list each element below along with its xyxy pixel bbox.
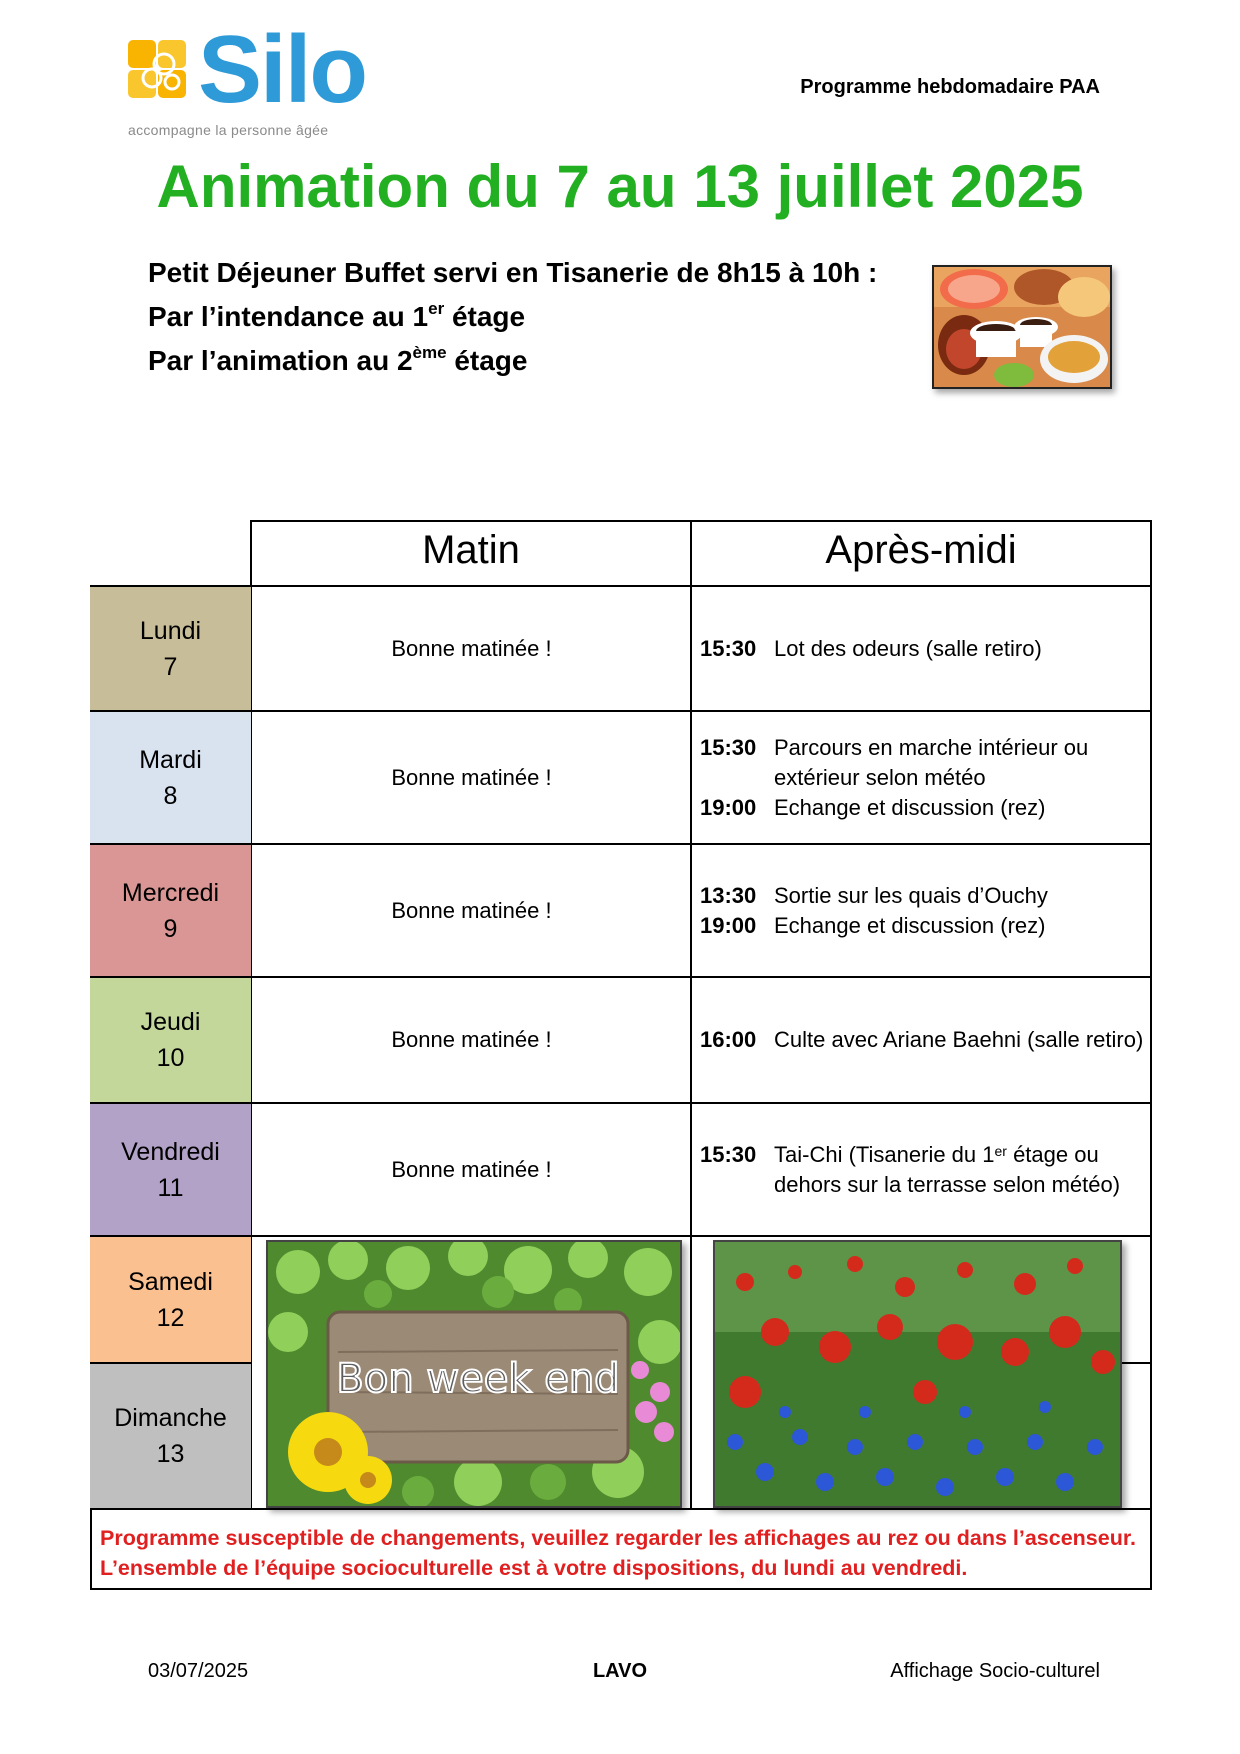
weekend-greeting-image xyxy=(266,1240,682,1508)
silo-logo xyxy=(128,16,378,141)
event-item: 15:30 Parcours en marche intérieur ou extérieur selon météo xyxy=(700,734,1089,790)
column-header-afternoon: Après-midi xyxy=(825,528,1017,572)
afternoon-cell-jeudi xyxy=(700,978,1150,1102)
program-label: Programme hebdomadaire PAA xyxy=(800,76,1100,98)
breakfast-intro-line: Petit Déjeuner Buffet servi en Tisanerie de 8h15 à 10h : xyxy=(148,257,878,288)
leaves-and-sunflower-icon xyxy=(268,1242,680,1506)
day-cell-mercredi: Mercredi 9 xyxy=(90,845,251,976)
schedule-change-note: Programme susceptible de changements, veuillez regarder les affichages au rez ou dans l’ascenseur. L’ensemble de l’équipe socioculturelle est à votre dispositions, du lundi au vendredi. xyxy=(100,1526,1136,1580)
logo-tagline: accompagne la personne âgée xyxy=(128,122,329,138)
day-cell-vendredi: Vendredi 11 xyxy=(90,1104,251,1235)
footer-category: Affichage Socio-culturel xyxy=(890,1660,1100,1682)
day-cell-dimanche: Dimanche 13 xyxy=(90,1364,251,1508)
column-header-morning: Matin xyxy=(422,528,520,572)
weekend-greeting-text: Bon week end xyxy=(336,1356,620,1402)
event-item: 19:00 Echange et discussion (rez) xyxy=(700,794,1046,820)
event-item: 15:30 Tai-Chi (Tisanerie du 1er étage ou dehors sur la terrasse selon météo) xyxy=(700,1141,1121,1197)
morning-cell-lundi: Bonne matinée ! xyxy=(391,635,552,661)
day-cell-mardi: Mardi 8 xyxy=(90,712,251,843)
morning-cell-vendredi: Bonne matinée ! xyxy=(391,1156,552,1182)
event-item: 13:30 Sortie sur les quais d’Ouchy xyxy=(700,882,1048,908)
event-item: 19:00 Echange et discussion (rez) xyxy=(700,912,1046,938)
morning-cell-mercredi: Bonne matinée ! xyxy=(391,897,552,923)
afternoon-cell-mardi xyxy=(700,712,1150,843)
morning-cell-jeudi: Bonne matinée ! xyxy=(391,1027,552,1052)
poppy-field-icon xyxy=(715,1242,1120,1506)
afternoon-cell-lundi xyxy=(700,587,1150,710)
morning-cell-mardi: Bonne matinée ! xyxy=(391,764,552,790)
day-cell-lundi: Lundi 7 xyxy=(90,587,251,710)
logo-wordmark: Silo xyxy=(198,16,367,123)
event-item: 15:30 Lot des odeurs (salle retiro) xyxy=(700,635,1042,661)
poppy-field-image xyxy=(713,1240,1122,1508)
day-cell-samedi: Samedi 12 xyxy=(90,1237,251,1362)
breakfast-photo xyxy=(932,265,1112,389)
breakfast-floor-2-line: Par l’animation au 2ème étage xyxy=(148,343,528,376)
footer-date: 03/07/2025 xyxy=(148,1660,249,1682)
logo-mark-icon xyxy=(128,40,188,110)
page-title: Animation du 7 au 13 juillet 2025 xyxy=(156,153,1084,220)
event-item: 16:00 Culte avec Ariane Baehni (salle retiro) xyxy=(700,1027,1144,1052)
footer-author: LAVO xyxy=(592,1660,648,1682)
afternoon-cell-mercredi xyxy=(700,845,1150,976)
day-cell-jeudi: Jeudi 10 xyxy=(90,978,251,1102)
breakfast-floor-1-line: Par l’intendance au 1er étage xyxy=(148,299,526,332)
afternoon-cell-vendredi xyxy=(700,1104,1150,1235)
